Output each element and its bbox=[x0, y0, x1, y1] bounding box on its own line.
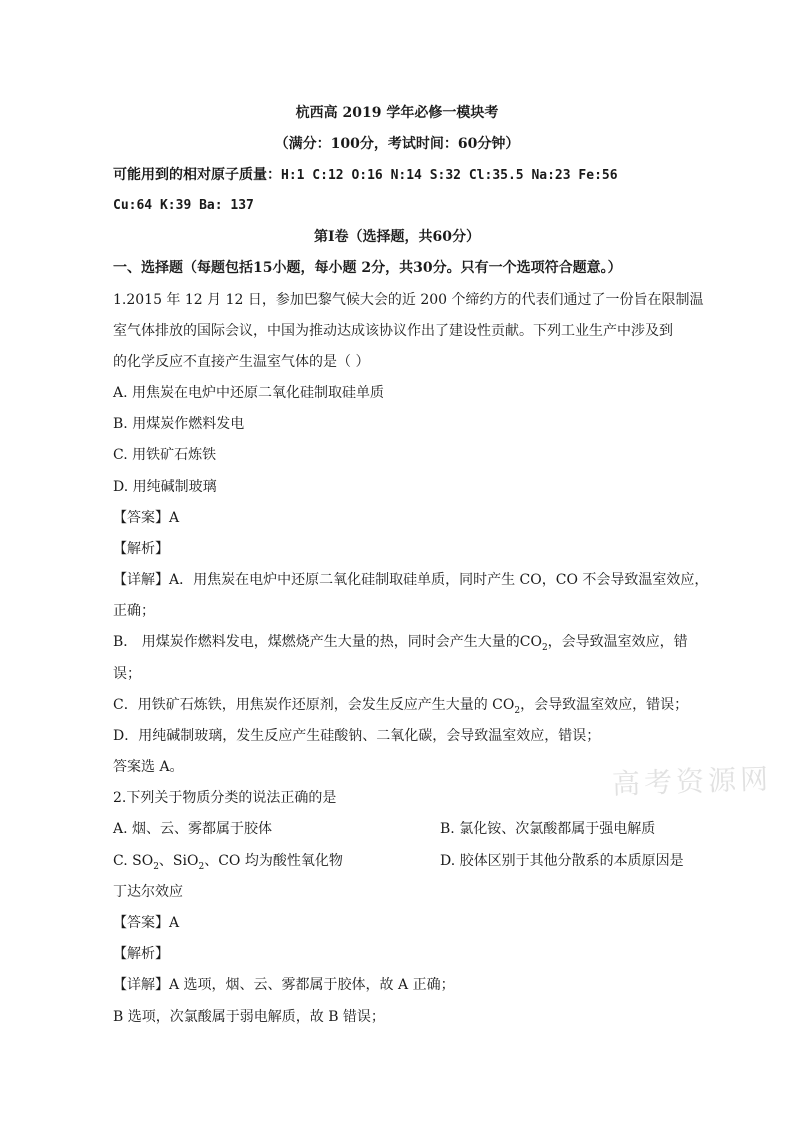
atomic-mass-line-2: Cu:64 K:39 Ba: 137 bbox=[113, 198, 254, 213]
q1-option-c: C. 用铁矿石炼铁 bbox=[113, 447, 217, 463]
q1-detail-line-3 bbox=[113, 632, 688, 652]
subscript-2: 2 bbox=[198, 861, 205, 872]
part-one-heading: 一、选择题（每题包括15小题，每小题 2分，共30分。只有一个选项符合题意。） bbox=[113, 260, 622, 276]
q1-analysis-heading: 【解析】 bbox=[113, 541, 169, 557]
q2-option-d: D. 胶体区别于其他分散系的本质原因是 bbox=[440, 853, 684, 869]
q1-stem-line-1: 1.2015 年 12 月 12 日，参加巴黎气候大会的近 200 个缔约方的代表们通过了一份旨在限制温 bbox=[113, 292, 704, 308]
exam-title: 杭西高 2019 学年必修一模块考 bbox=[295, 105, 499, 121]
q1-detail-5-tail: ，会导致温室效应，错误； bbox=[520, 697, 689, 713]
q2-option-c-part-3: 、CO 均为酸性氧化物 bbox=[204, 853, 343, 869]
q2-option-d-continued: 丁达尔效应 bbox=[113, 884, 183, 900]
q2-option-b: B. 氯化铵、次氯酸都属于强电解质 bbox=[440, 821, 656, 837]
q1-stem-line-3: 的化学反应不直接产生温室气体的是（ ） bbox=[113, 354, 370, 370]
q1-detail-line-5 bbox=[113, 695, 688, 715]
atomic-mass-line-1 bbox=[113, 165, 618, 186]
q1-conclusion: 答案选 A。 bbox=[113, 759, 184, 775]
q1-detail-line-6: D．用纯碱制玻璃，发生反应产生硅酸钠、二氧化碳，会导致温室效应，错误； bbox=[113, 728, 601, 744]
q1-option-d: D. 用纯碱制玻璃 bbox=[113, 479, 217, 495]
section-title: 第Ⅰ卷（选择题，共60分） bbox=[313, 229, 481, 245]
q2-detail-line-1: 【详解】A 选项，烟、云、雾都属于胶体，故 A 正确； bbox=[113, 977, 455, 993]
q2-detail-line-2: B 选项，次氯酸属于弱电解质，故 B 错误； bbox=[113, 1009, 385, 1025]
q2-answer: 【答案】A bbox=[113, 915, 180, 931]
q1-detail-3-tail: ，会导致温室效应，错 bbox=[547, 634, 688, 650]
q1-option-b: B. 用煤炭作燃料发电 bbox=[113, 416, 245, 432]
q2-analysis-heading: 【解析】 bbox=[113, 946, 169, 962]
q1-detail-line-2: 正确； bbox=[113, 603, 155, 619]
watermark-text: 高考资源网 bbox=[611, 762, 773, 801]
q1-answer: 【答案】A bbox=[113, 510, 180, 526]
q1-stem-line-2: 室气体排放的国际会议，中国为推动达成该协议作出了建设性贡献。下列工业生产中涉及到 bbox=[113, 323, 673, 339]
atomic-mass-label: 可能用到的相对原子质量： bbox=[113, 167, 281, 183]
q1-detail-3-text: B． 用煤炭作燃料发电，煤燃烧产生大量的热，同时会产生大量的CO bbox=[113, 634, 542, 650]
q2-stem: 2.下列关于物质分类的说法正确的是 bbox=[113, 790, 337, 806]
subscript-2: 2 bbox=[514, 705, 521, 716]
exam-subtitle: （满分：100分，考试时间：60分钟） bbox=[274, 136, 520, 152]
q1-option-a: A. 用焦炭在电炉中还原二氧化硅制取硅单质 bbox=[113, 385, 385, 401]
q2-option-c-part-2: 、SiO bbox=[158, 853, 199, 869]
q1-detail-line-1: 【详解】A．用焦炭在电炉中还原二氧化硅制取硅单质，同时产生 CO，CO 不会导致温室效应， bbox=[113, 572, 709, 588]
q1-detail-line-4: 误； bbox=[113, 666, 141, 682]
q1-detail-5-text: C．用铁矿石炼铁，用焦炭作还原剂，会发生反应产生大量的 CO bbox=[113, 697, 515, 713]
subscript-2: 2 bbox=[153, 861, 159, 872]
q2-option-c bbox=[113, 851, 343, 871]
q2-option-a: A. 烟、云、雾都属于胶体 bbox=[113, 821, 273, 837]
subscript-2: 2 bbox=[541, 642, 548, 653]
q2-option-c-part-1: C. SO bbox=[113, 853, 154, 869]
atomic-mass-values: H:1 C:12 O:16 N:14 S:32 Cl:35.5 Na:23 Fe:56 bbox=[281, 168, 618, 183]
